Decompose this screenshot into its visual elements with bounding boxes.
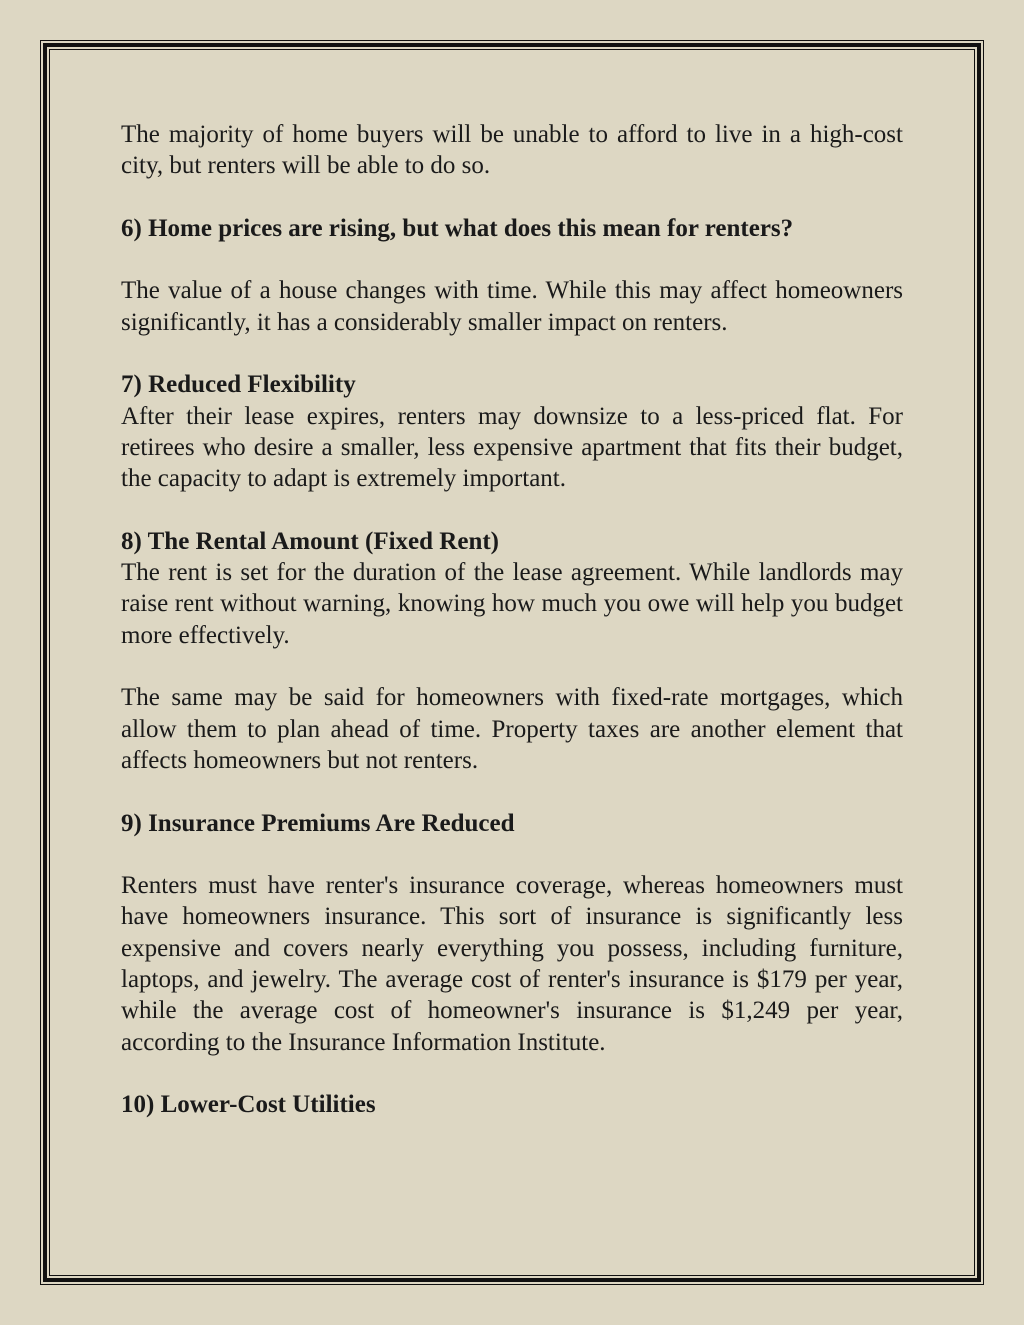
section-heading-6: 6) Home prices are rising, but what does this mean for renters?	[121, 214, 794, 242]
section-heading-7: 7) Reduced Flexibility	[121, 371, 356, 399]
section-heading-9: 9) Insurance Premiums Are Reduced	[121, 809, 515, 837]
document-body	[121, 119, 903, 1121]
intro-paragraph: The majority of home buyers will be unable to afford to live in a high-cost city, but renters will be able to do so.	[121, 121, 903, 180]
section-heading-8: 8) The Rental Amount (Fixed Rent)	[121, 527, 500, 555]
section-9-paragraph: Renters must have renter's insurance coverage, whereas homeowners must have homeowners insurance. This sort of insurance is significantly less expensive and covers nearly everything you possess, including furniture, laptops, and jewelry. The average cost of renter's insurance is $179 per year, while the average cost of homeowner's insurance is $1,249 per year, according to the Insurance Information Institute.	[121, 872, 903, 1056]
section-7-paragraph: After their lease expires, renters may downsize to a less-priced flat. For retirees who desire a smaller, less expensive apartment that fits their budget, the capacity to adapt is extremely important.	[121, 402, 903, 493]
section-8-paragraph-2: The same may be said for homeowners with fixed-rate mortgages, which allow them to plan ahead of time. Property taxes are another element that affects homeowners but not renters.	[121, 684, 903, 774]
section-6-paragraph: The value of a house changes with time. While this may affect homeowners significantly, it has a considerably smaller impact on renters.	[121, 277, 903, 336]
section-heading-10: 10) Lower-Cost Utilities	[121, 1091, 376, 1119]
section-8-paragraph-1: The rent is set for the duration of the lease agreement. While landlords may raise rent without warning, knowing how much you owe will help you budget more effectively.	[121, 559, 903, 649]
